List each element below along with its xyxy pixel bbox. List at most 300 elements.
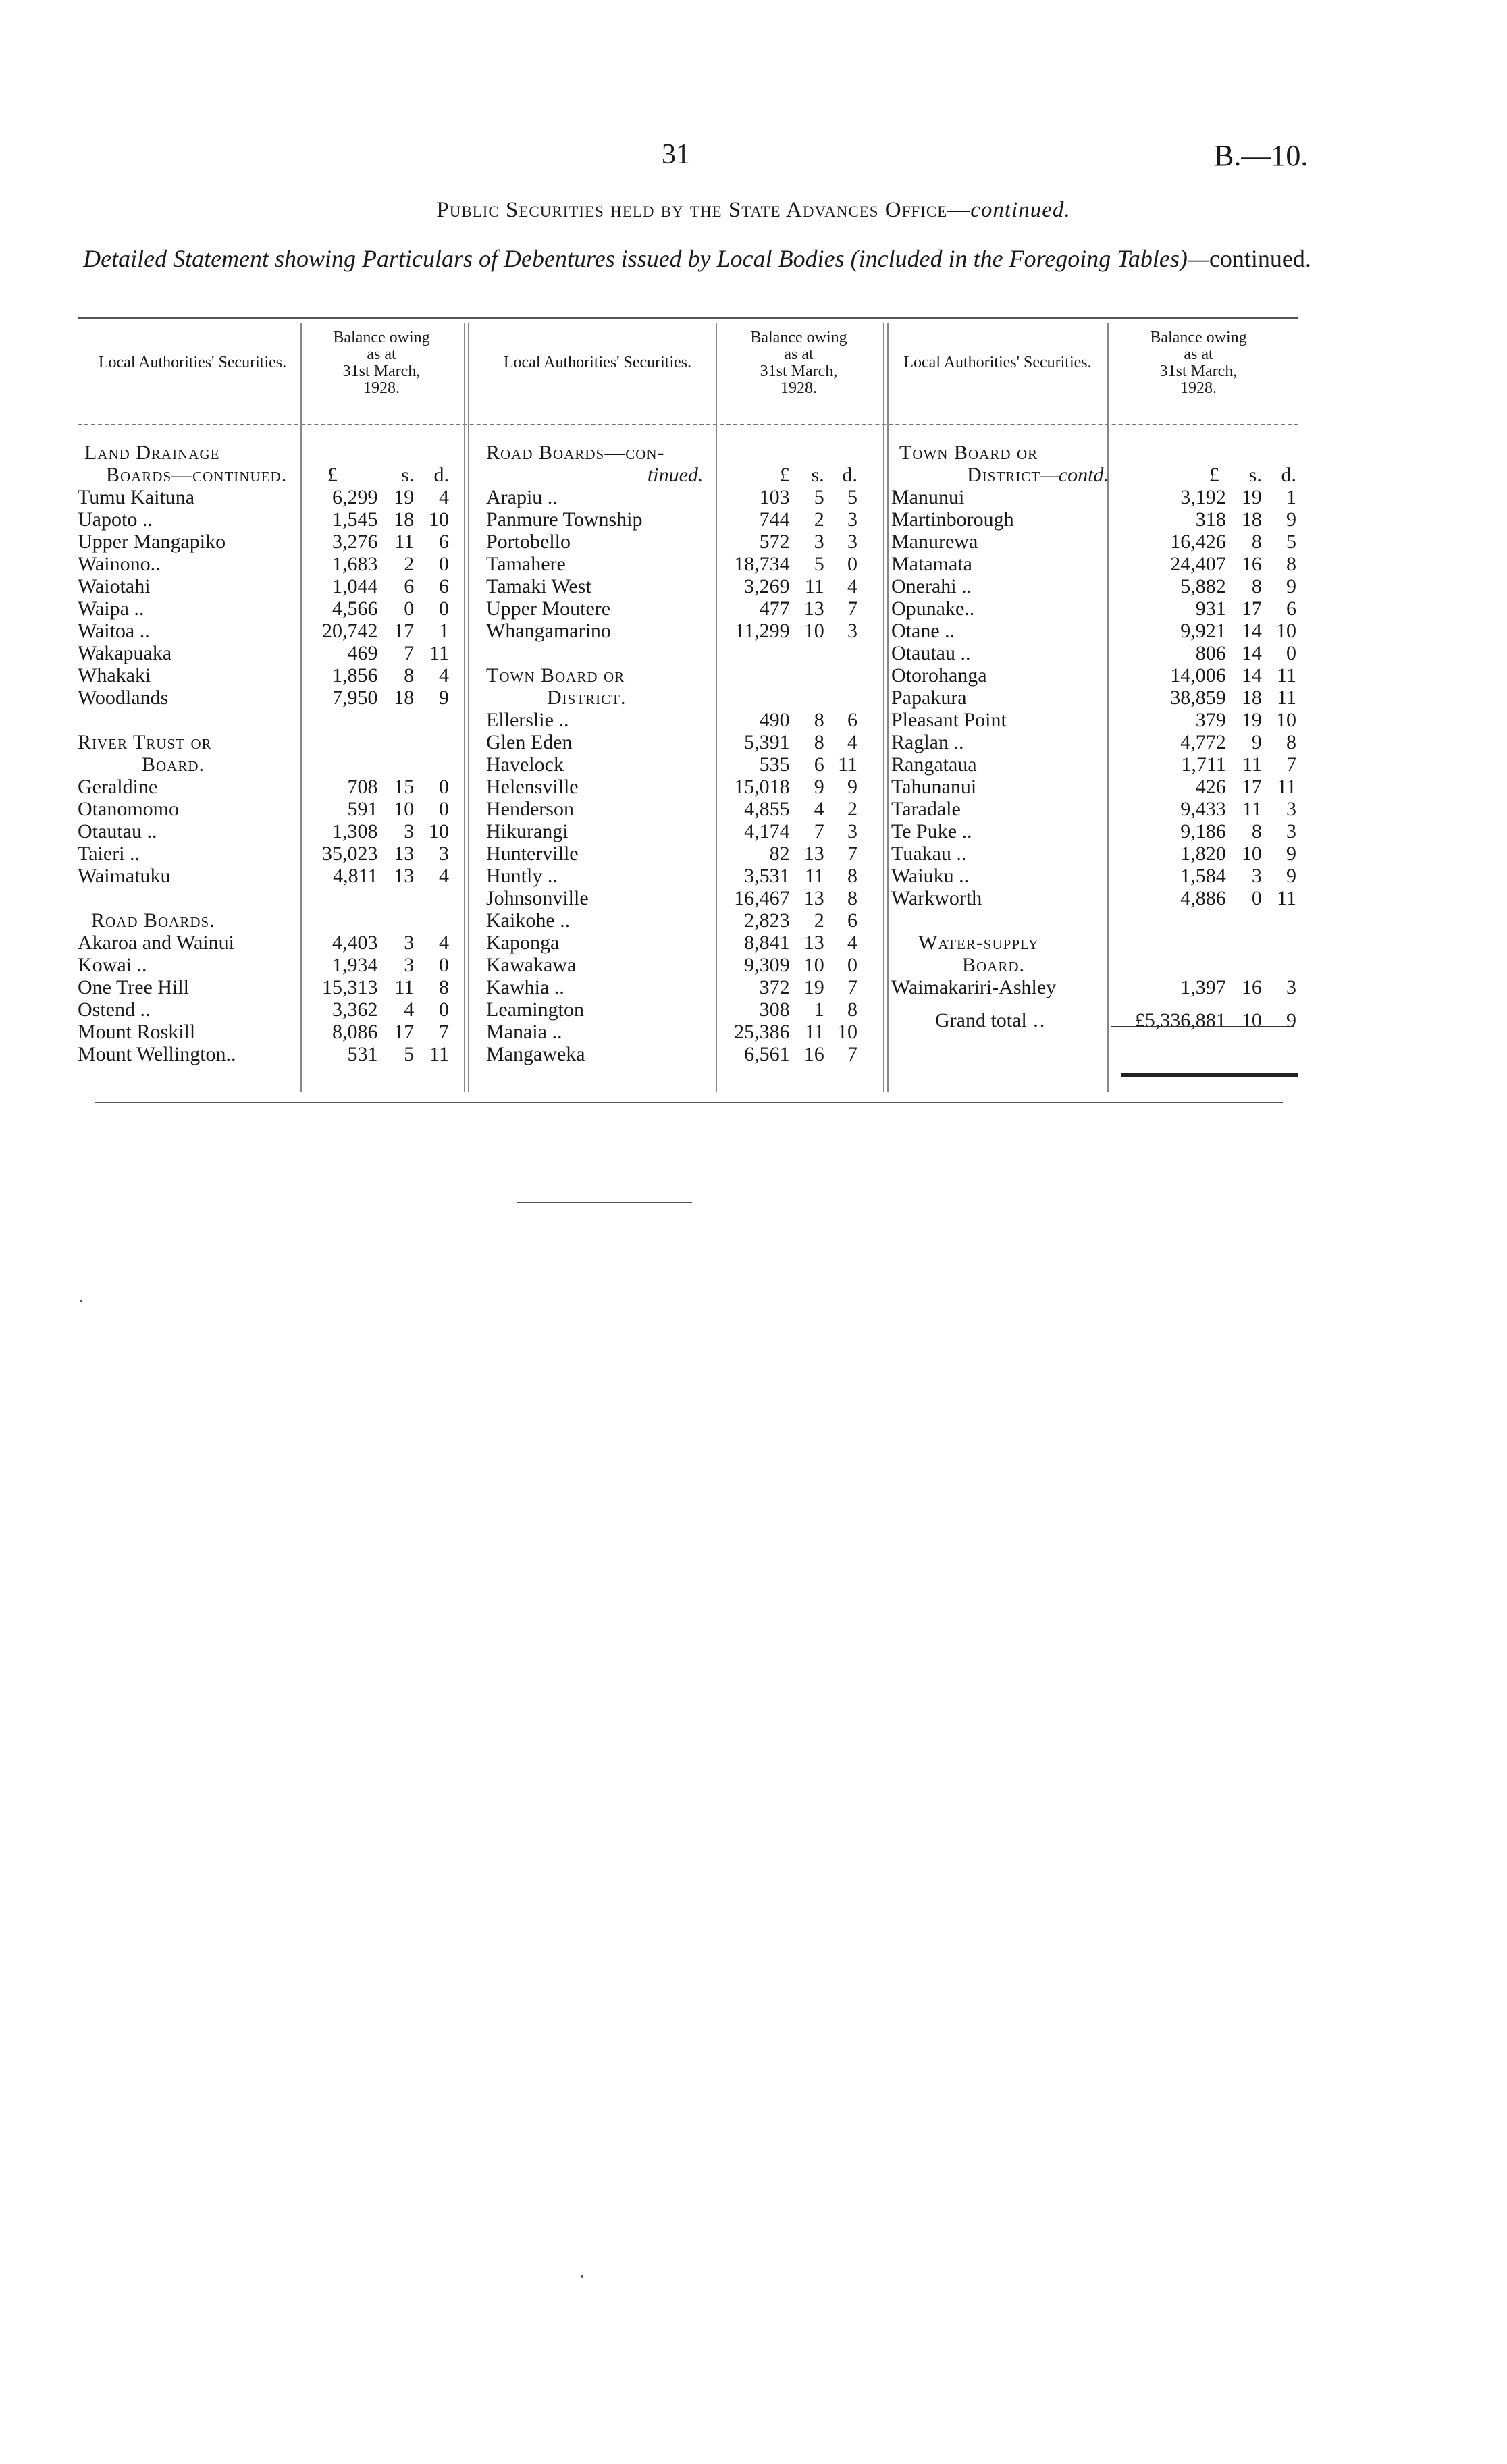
table-row — [486, 865, 857, 887]
section-heading-text: District — [967, 464, 1041, 486]
authority-name: Waipa .. — [78, 597, 144, 620]
balance-pounds: 9,309 — [744, 954, 790, 976]
pence-unit: d. — [1281, 464, 1296, 486]
authority-name: Rangataua — [891, 753, 977, 776]
balance-shillings: 10 — [394, 798, 415, 820]
authority-name: Mount Wellington.. — [78, 1043, 236, 1065]
authority-name: Raglan .. — [891, 731, 964, 753]
authority-name: Papakura — [891, 687, 967, 709]
balance-pounds: 1,856 — [332, 664, 378, 687]
table-row — [891, 597, 1296, 620]
scan-speck — [80, 1300, 82, 1302]
subtitle-continued: continued. — [1209, 245, 1311, 272]
balance-header-line2: as at — [1184, 346, 1213, 363]
balance-shillings: 7 — [404, 642, 415, 664]
table-row — [891, 887, 1296, 909]
balance-pounds: 1,584 — [1180, 865, 1226, 887]
authority-name: Portobello — [486, 531, 571, 553]
balance-pounds: 3,269 — [744, 575, 790, 597]
col2-header-authorities: Local Authorities' Securities. — [503, 354, 692, 371]
authority-name: Whangamarino — [486, 620, 611, 642]
authority-name: Ellerslie .. — [486, 709, 569, 731]
table-row — [486, 731, 857, 753]
table-row — [891, 486, 1296, 508]
authority-name: Taieri .. — [78, 842, 140, 865]
balance-pounds: 4,403 — [332, 932, 378, 954]
authority-name: Havelock — [486, 753, 564, 776]
balance-pounds: 3,192 — [1180, 486, 1226, 508]
authority-name: Manurewa — [891, 531, 978, 553]
balance-pence: 10 — [1276, 709, 1296, 731]
balance-header-line1: Balance owing — [333, 329, 430, 346]
authority-name: Taradale — [891, 798, 961, 820]
balance-shillings: 8 — [404, 664, 415, 687]
balance-pence: 3 — [847, 620, 857, 642]
balance-pence: 9 — [1286, 508, 1296, 531]
subtitle-text: Detailed Statement showing Particulars of Debentures issued by Local Bodies (included in the Foregoing Tables)— — [83, 245, 1209, 272]
grand-total-pounds: £5,336,881 — [1134, 1009, 1226, 1032]
balance-pence: 11 — [429, 642, 449, 664]
balance-pence: 6 — [847, 709, 857, 731]
balance-pence: 7 — [847, 976, 857, 998]
balance-pence: 9 — [439, 687, 449, 709]
balance-shillings: 7 — [814, 820, 824, 842]
authority-name: Kawakawa — [486, 954, 577, 976]
balance-pounds: 535 — [759, 753, 790, 776]
authority-name: Waiotahi — [78, 575, 151, 597]
balance-shillings: 11 — [804, 575, 824, 597]
balance-pounds: 572 — [759, 531, 790, 553]
authority-name: Kawhia .. — [486, 976, 564, 998]
table-row — [78, 531, 449, 553]
balance-pence: 7 — [847, 842, 857, 865]
balance-shillings: 11 — [394, 531, 415, 553]
balance-shillings: 15 — [394, 776, 415, 798]
balance-pence: 6 — [439, 575, 449, 597]
table-row — [78, 820, 449, 842]
balance-pence: 0 — [847, 954, 857, 976]
balance-pence: 8 — [1286, 731, 1296, 753]
balance-shillings: 3 — [404, 932, 415, 954]
col3-header-authorities: Local Authorities' Securities. — [903, 354, 1092, 371]
table-row — [78, 932, 449, 954]
balance-pounds: 591 — [347, 798, 378, 820]
table-row — [486, 776, 857, 798]
authority-name: Helensville — [486, 776, 579, 798]
balance-pence: 5 — [1286, 531, 1296, 553]
balance-shillings: 0 — [404, 597, 415, 620]
balance-shillings: 11 — [804, 865, 824, 887]
balance-shillings: 3 — [1251, 865, 1262, 887]
table-row — [78, 776, 449, 798]
balance-shillings: 9 — [814, 776, 824, 798]
balance-pence: 8 — [847, 865, 857, 887]
balance-pence: 6 — [439, 531, 449, 553]
table-row — [78, 664, 449, 687]
balance-pence: 4 — [847, 575, 857, 597]
column1-table — [78, 441, 449, 1065]
authority-name: Panmure Township — [486, 508, 643, 531]
balance-shillings: 0 — [1251, 887, 1262, 909]
table-row — [486, 976, 857, 998]
balance-pence: 0 — [439, 798, 449, 820]
balance-pounds: 4,566 — [332, 597, 378, 620]
table-row — [891, 753, 1296, 776]
balance-shillings: 2 — [404, 553, 415, 575]
balance-shillings: 5 — [814, 486, 824, 508]
authority-name: Otautau .. — [891, 642, 971, 664]
balance-pounds: 24,407 — [1170, 553, 1226, 575]
balance-shillings: 4 — [814, 798, 824, 820]
balance-pounds: 9,186 — [1180, 820, 1226, 842]
balance-pounds: 8,086 — [332, 1021, 378, 1043]
table-bottom-rule — [95, 1102, 1283, 1103]
authority-name: Manunui — [891, 486, 965, 508]
balance-shillings: 8 — [1251, 575, 1262, 597]
section-heading-continued — [78, 464, 287, 486]
balance-header-line3: 31st March, — [342, 363, 421, 380]
balance-pence: 11 — [1277, 664, 1296, 687]
balance-pounds: 20,742 — [322, 620, 378, 642]
table-row — [78, 508, 449, 531]
table-row — [78, 687, 449, 709]
balance-pounds: 469 — [347, 642, 378, 664]
balance-pence: 9 — [847, 776, 857, 798]
balance-pence: 10 — [429, 820, 449, 842]
col3-header-balance — [1111, 329, 1286, 397]
balance-pounds: 477 — [759, 597, 790, 620]
col-divider-2b — [887, 323, 889, 1092]
authority-name: Hunterville — [486, 842, 579, 865]
table-row — [891, 664, 1296, 687]
section-heading-contd: —contd. — [1040, 464, 1109, 486]
balance-shillings: 19 — [394, 486, 415, 508]
balance-pounds: 318 — [1195, 508, 1226, 531]
balance-pence: 7 — [1286, 753, 1296, 776]
balance-shillings: 8 — [814, 709, 824, 731]
grand-total-label-text: Grand total — [935, 1009, 1027, 1032]
table-row — [486, 932, 857, 954]
closing-rule — [517, 1202, 692, 1203]
balance-pence: 4 — [439, 664, 449, 687]
grand-total-double-rule — [1121, 1073, 1298, 1077]
balance-shillings: 17 — [394, 620, 415, 642]
authority-name: Kaikohe .. — [486, 909, 571, 932]
main-title-text: Public Securities held by the State Advances Office— — [436, 198, 971, 222]
table-row — [486, 753, 857, 776]
col-divider-1b — [468, 323, 469, 1092]
table-row — [891, 508, 1296, 531]
page-reference: B.—10. — [1214, 139, 1308, 172]
table-row — [891, 553, 1296, 575]
balance-header-line2: as at — [784, 346, 814, 363]
balance-pounds: 372 — [759, 976, 790, 998]
section-heading: District. — [547, 687, 627, 709]
balance-pounds: 38,859 — [1170, 687, 1226, 709]
table-row — [486, 597, 857, 620]
balance-pence: 9 — [1286, 842, 1296, 865]
table-row — [78, 842, 449, 865]
pence-unit: d. — [433, 464, 449, 486]
balance-pounds: 806 — [1195, 642, 1226, 664]
balance-pounds: 16,426 — [1170, 531, 1226, 553]
section-heading: River Trust or — [78, 731, 212, 753]
balance-pence: 3 — [847, 531, 857, 553]
balance-pounds: 5,882 — [1180, 575, 1226, 597]
balance-pence: 10 — [837, 1021, 857, 1043]
balance-pounds: 5,391 — [744, 731, 790, 753]
balance-shillings: 11 — [1242, 753, 1262, 776]
balance-pence: 11 — [1277, 887, 1296, 909]
balance-pence: 6 — [1286, 597, 1296, 620]
balance-pence: 11 — [838, 753, 857, 776]
authority-name: Tamahere — [486, 553, 566, 575]
table-row — [486, 1043, 857, 1065]
balance-pence: 5 — [847, 486, 857, 508]
table-row — [891, 865, 1296, 887]
balance-header-line4: 1928. — [781, 379, 817, 397]
table-row — [78, 865, 449, 887]
table-top-rule — [78, 317, 1298, 319]
section-heading-continued — [891, 464, 1109, 486]
authority-name: Akaroa and Wainui — [78, 932, 234, 954]
balance-pence: 10 — [1276, 620, 1296, 642]
section-heading: Board. — [142, 753, 205, 776]
authority-name: Otorohanga — [891, 664, 987, 687]
balance-pounds: 11,299 — [735, 620, 790, 642]
authority-name: Waiuku .. — [891, 865, 970, 887]
balance-shillings: 2 — [814, 909, 824, 932]
main-title — [0, 198, 1507, 223]
authority-name: Woodlands — [78, 687, 169, 709]
balance-shillings: 18 — [1241, 687, 1262, 709]
table-row — [486, 575, 857, 597]
balance-pence: 8 — [847, 998, 857, 1021]
balance-pence: 4 — [847, 731, 857, 753]
authority-name: Mount Roskill — [78, 1021, 196, 1043]
balance-pounds: 16,467 — [734, 887, 790, 909]
table-row — [78, 1043, 449, 1065]
shillings-unit: s. — [1248, 464, 1262, 486]
table-row — [891, 620, 1296, 642]
authority-name: Wakapuaka — [78, 642, 172, 664]
table-row — [486, 820, 857, 842]
balance-pounds: 6,299 — [332, 486, 378, 508]
table-row — [78, 1021, 449, 1043]
balance-shillings: 17 — [394, 1021, 415, 1043]
balance-pence: 10 — [429, 508, 449, 531]
table-row — [891, 976, 1296, 998]
balance-shillings: 10 — [803, 954, 824, 976]
balance-shillings: 13 — [803, 842, 824, 865]
authority-name: Waitoa .. — [78, 620, 150, 642]
balance-shillings: 11 — [1242, 798, 1262, 820]
balance-pounds: 3,276 — [332, 531, 378, 553]
balance-pence: 2 — [847, 798, 857, 820]
balance-shillings: 10 — [803, 620, 824, 642]
balance-pence: 4 — [847, 932, 857, 954]
balance-shillings: 17 — [1241, 776, 1262, 798]
balance-pounds: 744 — [759, 508, 790, 531]
balance-shillings: 1 — [814, 998, 824, 1021]
table-row — [891, 776, 1296, 798]
authority-name: Uapoto .. — [78, 508, 153, 531]
table-row — [891, 842, 1296, 865]
table-row — [78, 486, 449, 508]
balance-pence: 0 — [439, 776, 449, 798]
balance-pounds: 18,734 — [734, 553, 790, 575]
authority-name: Geraldine — [78, 776, 158, 798]
page-number: 31 — [662, 139, 690, 170]
authority-name: Warkworth — [891, 887, 982, 909]
pounds-unit: £ — [779, 464, 790, 486]
balance-pence: 3 — [1286, 976, 1296, 998]
authority-name: Leamington — [486, 998, 584, 1021]
balance-pence: 4 — [439, 932, 449, 954]
authority-name: Whakaki — [78, 664, 151, 687]
balance-pounds: 4,174 — [744, 820, 790, 842]
balance-pence: 0 — [439, 954, 449, 976]
table-row — [891, 798, 1296, 820]
balance-header-line1: Balance owing — [750, 329, 847, 346]
balance-pounds: 6,561 — [744, 1043, 790, 1065]
table-row — [486, 531, 857, 553]
authority-name: Tumu Kaituna — [78, 486, 195, 508]
main-title-continued: continued. — [970, 198, 1071, 222]
balance-pounds: 1,934 — [332, 954, 378, 976]
balance-header-line4: 1928. — [1180, 379, 1217, 397]
balance-shillings: 18 — [394, 687, 415, 709]
balance-pence: 0 — [439, 553, 449, 575]
authority-name: Waimakariri-Ashley — [891, 976, 1057, 998]
scan-speck — [581, 2275, 583, 2278]
authority-name: Kowai .. — [78, 954, 147, 976]
authority-name: Manaia .. — [486, 1021, 562, 1043]
authority-name: Matamata — [891, 553, 972, 575]
balance-shillings: 16 — [1241, 553, 1262, 575]
authority-name: Waimatuku — [78, 865, 171, 887]
balance-shillings: 18 — [1241, 508, 1262, 531]
balance-shillings: 14 — [1241, 620, 1262, 642]
balance-pence: 9 — [1286, 865, 1296, 887]
balance-shillings: 6 — [404, 575, 415, 597]
authority-name: Mangaweka — [486, 1043, 585, 1065]
balance-shillings: 19 — [803, 976, 824, 998]
section-heading: Land Drainage — [84, 441, 220, 464]
balance-pounds: 426 — [1195, 776, 1226, 798]
balance-pounds: 531 — [347, 1043, 378, 1065]
table-row — [486, 954, 857, 976]
balance-pence: 11 — [429, 1043, 449, 1065]
authority-name: Opunake.. — [891, 597, 975, 620]
authority-name: Kaponga — [486, 932, 560, 954]
table-row — [486, 620, 857, 642]
balance-shillings: 9 — [1251, 731, 1262, 753]
balance-pence: 3 — [1286, 820, 1296, 842]
balance-pounds: 379 — [1195, 709, 1226, 731]
grand-total-shillings: 10 — [1241, 1009, 1262, 1032]
balance-shillings: 16 — [1241, 976, 1262, 998]
balance-pounds: 4,855 — [744, 798, 790, 820]
balance-shillings: 10 — [1241, 842, 1262, 865]
section-heading: Board. — [962, 954, 1026, 976]
table-row — [486, 508, 857, 531]
pence-unit: d. — [842, 464, 857, 486]
table-row — [891, 575, 1296, 597]
balance-shillings: 5 — [404, 1043, 415, 1065]
table-row — [486, 887, 857, 909]
col1-header-authorities: Local Authorities' Securities. — [98, 354, 287, 371]
authority-name: Ostend .. — [78, 998, 151, 1021]
col-divider-2 — [883, 323, 884, 1092]
balance-shillings: 6 — [814, 753, 824, 776]
table-row — [486, 798, 857, 820]
balance-header-line3: 31st March, — [1159, 363, 1238, 380]
balance-shillings: 14 — [1241, 664, 1262, 687]
balance-pounds: 308 — [759, 998, 790, 1021]
balance-header-line4: 1928. — [363, 379, 400, 397]
balance-shillings: 13 — [394, 842, 415, 865]
balance-pounds: 3,362 — [332, 998, 378, 1021]
table-row — [486, 1021, 857, 1043]
authority-name: Onerahi .. — [891, 575, 972, 597]
table-row — [486, 842, 857, 865]
pounds-unit: £ — [327, 464, 338, 486]
authority-name: Johnsonville — [486, 887, 589, 909]
balance-pence: 4 — [439, 865, 449, 887]
balance-pence: 8 — [847, 887, 857, 909]
balance-pounds: 2,823 — [744, 909, 790, 932]
table-row — [891, 687, 1296, 709]
balance-shillings: 5 — [814, 553, 824, 575]
authority-name: Otane .. — [891, 620, 955, 642]
balance-pence: 0 — [439, 998, 449, 1021]
balance-pence: 7 — [847, 597, 857, 620]
balance-shillings: 8 — [814, 731, 824, 753]
shillings-unit: s. — [811, 464, 824, 486]
balance-pence: 11 — [1277, 776, 1296, 798]
column2-table — [486, 441, 857, 1065]
header-bottom-rule — [78, 424, 1298, 425]
balance-pounds: 1,545 — [332, 508, 378, 531]
authority-name: Arapiu .. — [486, 486, 558, 508]
balance-shillings: 3 — [814, 531, 824, 553]
col-divider-1 — [464, 323, 465, 1092]
balance-pence: 1 — [1286, 486, 1296, 508]
authority-name: Huntly .. — [486, 865, 558, 887]
table-row — [486, 909, 857, 932]
section-heading: Town Board or — [899, 441, 1038, 464]
authority-name: Tuakau .. — [891, 842, 967, 865]
balance-pounds: 25,386 — [734, 1021, 790, 1043]
table-row — [78, 798, 449, 820]
authority-name: Upper Mangapiko — [78, 531, 226, 553]
grand-total-row — [891, 1009, 1296, 1032]
balance-shillings: 13 — [394, 865, 415, 887]
balance-shillings: 18 — [394, 508, 415, 531]
column3-table — [891, 441, 1296, 1032]
balance-shillings: 13 — [803, 597, 824, 620]
balance-shillings: 13 — [803, 887, 824, 909]
shillings-unit: s. — [401, 464, 415, 486]
balance-pence: 9 — [1286, 575, 1296, 597]
table-row — [486, 709, 857, 731]
authority-name: Te Puke .. — [891, 820, 972, 842]
authority-name: Henderson — [486, 798, 574, 820]
balance-pence: 8 — [439, 976, 449, 998]
balance-pence: 7 — [847, 1043, 857, 1065]
balance-shillings: 4 — [404, 998, 415, 1021]
